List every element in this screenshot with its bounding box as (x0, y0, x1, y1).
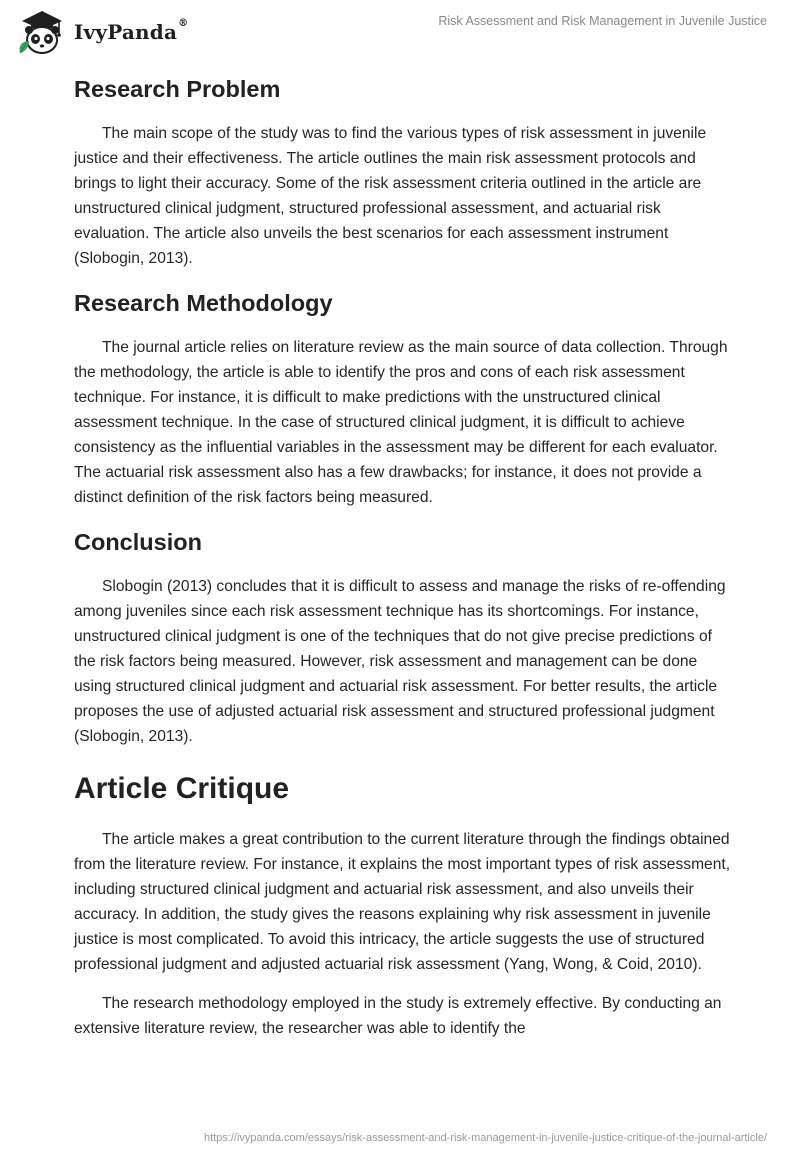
page-header (0, 0, 800, 60)
section-heading: Article Critique (74, 772, 290, 805)
ivypanda-logo[interactable] (14, 8, 188, 56)
paragraph: The article makes a great contribution to the current literature through the findings obtained from the literature review. For instance, it explains the most important types of risk assessment, including structured clinical judgment and actuarial risk assessment, and also unveils their accuracy. In addition, the study gives the reasons explaining why risk assessment in juvenile justice is most complicated. To avoid this intricacy, the article suggests the use of structured professional judgment and adjusted actuarial risk assessment (Yang, Wong, & Coid, 2010). (74, 831, 731, 973)
essay-content (74, 72, 734, 1041)
panda-graduate-icon (14, 8, 70, 56)
paragraph: The research methodology employed in the study is extremely effective. By conducting an extensive literature review, the researcher was able to identify the (74, 995, 722, 1037)
document-title: Risk Assessment and Risk Management in Juvenile Justice (438, 14, 767, 28)
section-heading: Research Methodology (74, 290, 333, 316)
section-heading: Conclusion (74, 529, 202, 555)
source-url[interactable]: https://ivypanda.com/essays/risk-assessment-and-risk-management-in-juvenile-justice-critique-of-the-journal-article/ (203, 1132, 767, 1144)
paragraph: Slobogin (2013) concludes that it is difficult to assess and manage the risks of re-offending among juveniles since each risk assessment technique has its shortcomings. For instance, unstructured clinical judgment is one of the techniques that do not give precise predictions of the risk factors being measured. However, risk assessment and management can be done using structured clinical judgment and actuarial risk assessment. For better results, the article proposes the use of adjusted actuarial risk assessment and structured professional judgment (Slobogin, 2013). (74, 578, 726, 745)
paragraph: The main scope of the study was to find the various types of risk assessment in juvenile justice and their effectiveness. The article outlines the main risk assessment protocols and brings to light their accuracy. Some of the risk assessment criteria outlined in the article are unstructured clinical judgment, structured professional assessment, and actuarial risk evaluation. The article also unveils the best scenarios for each assessment instrument (Slobogin, 2013). (74, 125, 707, 267)
paragraph: The journal article relies on literature review as the main source of data collection. Through the methodology, the article is able to identify the pros and cons of each risk assessment technique. For instance, it is difficult to make predictions with the unstructured clinical assessment technique. In the case of structured clinical judgment, it is difficult to achieve consistency as the influential variables in the assessment may be different for each evaluator. The actuarial risk assessment also has a few drawbacks; for instance, it does not provide a distinct definition of the risk factors being measured. (74, 339, 728, 506)
section-heading: Research Problem (74, 76, 281, 102)
brand-name: IvyPanda® (74, 18, 189, 44)
